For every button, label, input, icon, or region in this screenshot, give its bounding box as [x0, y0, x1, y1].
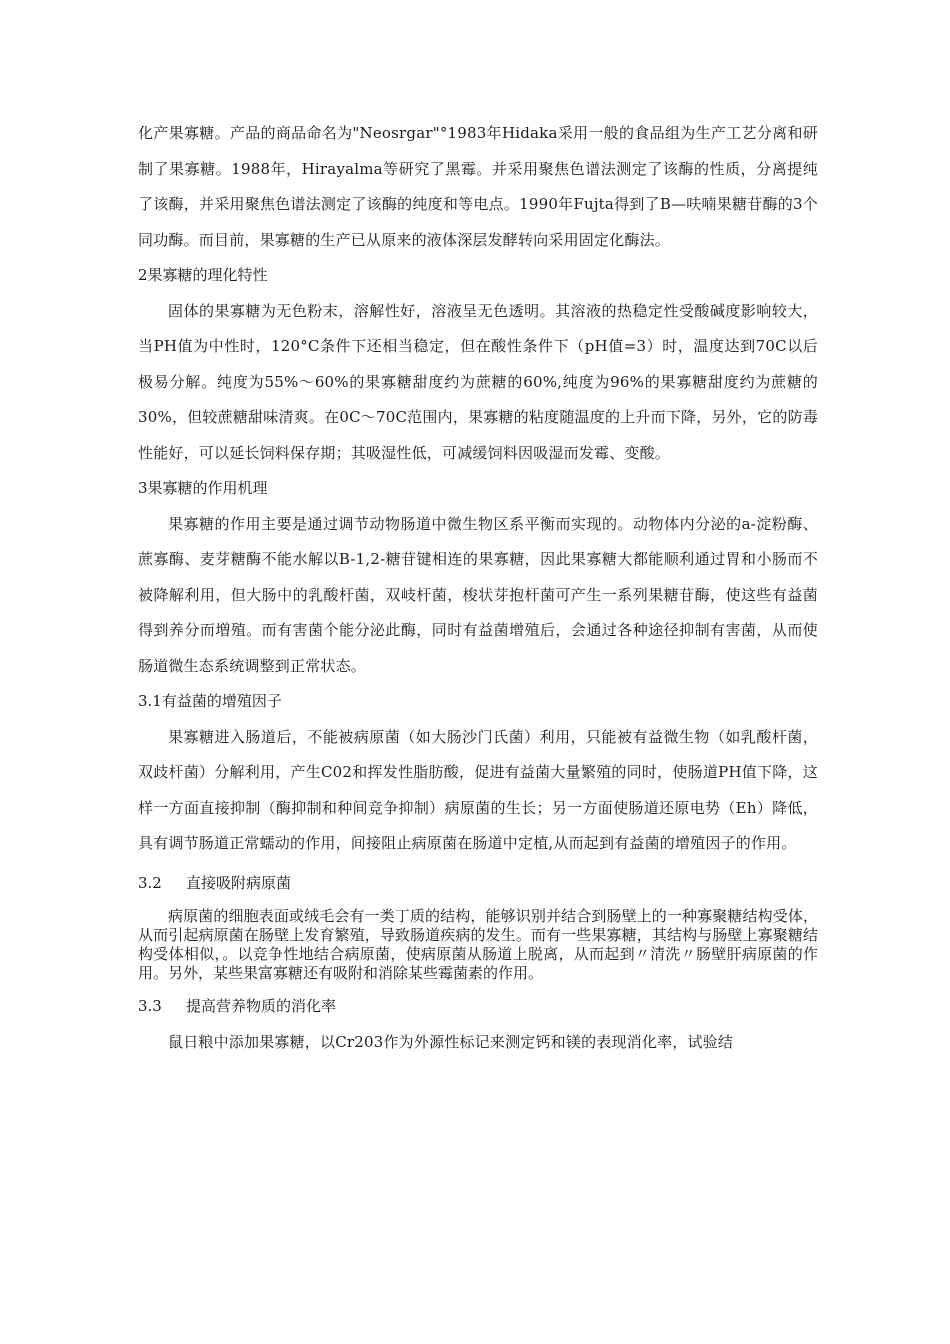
section-number-3-3: 3.3: [138, 997, 162, 1015]
section-title-3-3: 提高营养物质的消化率: [186, 997, 337, 1015]
section-title-3-2: 直接吸附病原菌: [186, 873, 292, 892]
document-body: [138, 116, 818, 1060]
paragraph-digestibility: 鼠日粮中添加果寡糖，以Cr203作为外源性标记来测定钙和镁的表现消化率，试验结: [168, 1032, 734, 1051]
paragraph-mechanism: 果寡糖的作用主要是通过调节动物肠道中微生物区系平衡而实现的。动物体内分泌的a-淀粉酶、蔗寡酶、麦芽糖酶不能水解以B-1,2-糖苷键相连的果寡糖，因此果寡糖大都能顺利通过胃和小肠而不被降解利用，但大肠中的乳酸杆菌，双岐杆菌，梭状芽抱杆菌可产生一系列果糖苷酶，使这些有益菌得到养分而増殖。而有害菌个能分泌此酶，同时有益菌增殖后，会通过各种途径抑制有害菌，从而使肠道微生态系统调整到正常状态。: [138, 514, 818, 675]
section-heading-3-3: [138, 989, 818, 1025]
section-heading-3-2: [138, 866, 818, 902]
paragraph-proliferation-factor: 果寡糖进入肠道后，不能被病原菌（如大肠沙门氏菌）利用，只能被有益微生物（如乳酸杆菌，双歧杆菌）分解利用，产生C02和挥发性脂肪酸，促进有益菌大量繁殖的同时，使肠道PH值下降，这样一方面直接抑制（酶抑制和种间竞争抑制）病原菌的生长；另一方面使肠道还原电势（Eh）降低，具有调节肠道正常蠕动的作用，间接阻止病原菌在肠道中定植,从而起到有益菌的增殖因子的作用。: [138, 727, 818, 852]
section-number-3-2: 3.2: [138, 873, 162, 892]
paragraph-physicochemical-properties: 固体的果寡糖为无色粉末，溶解性好，溶液呈无色透明。其溶液的热稳定性受酸碱度影响较大，当PH值为中性时，120°C条件下还相当稳定，但在酸性条件下（pH值=3）时，温度达到70C以后极易分解。纯度为55%〜60%的果寡糖甜度约为蔗糖的60%,纯度为96%的果寡糖甜度约为蔗糖的30%，但较蔗糖甜味清爽。在0C〜70C范围内，果寡糖的粘度随温度的上升而下降，另外，它的防毒性能好，可以延长饲料保存期；其吸湿性低，可减缓饲料因吸湿而发霉、变酸。: [138, 301, 818, 462]
section-heading-3-1: 3.1有益菌的增殖因子: [138, 692, 282, 710]
section-heading-2: 2果寡糖的理化特性: [138, 266, 268, 284]
paragraph-intro-continuation: 化产果寡糖。产品的商品命名为"Neosrgar"°1983年Hidaka采用一般的食品组为生产工艺分离和研制了果寡糖。1988年，Hirayalma等研究了黑霉。并采用聚焦色谱法测定了该酶的性质，分离提纯了该酶，并采用聚焦色谱法测定了该酶的纯度和等电点。1990年Fujta得到了B—呋喃果糖苷酶的3个同功酶。而目前，果寡糖的生产已从原来的液体深层发酵转向采用固定化酶法。: [138, 124, 818, 249]
paragraph-adsorb-pathogens: 病原菌的细胞表面或绒毛会有一类丁质的结构，能够识别并结合到肠壁上的一种寡聚糖结构受体，从而引起病原菌在肠壁上发育繁殖，导致肠道疾病的发生。而有一些果寡糖，其结构与肠壁上寡聚糖结构受体相似，。以竞争性地结合病原菌，使病原菌从肠道上脱离，从而起到〃清洗〃肠壁肝病原菌的作用。另外，某些果富寡糖还有吸附和消除某些霉菌素的作用。: [138, 907, 818, 982]
section-heading-3: 3果寡糖的作用机理: [138, 479, 268, 497]
